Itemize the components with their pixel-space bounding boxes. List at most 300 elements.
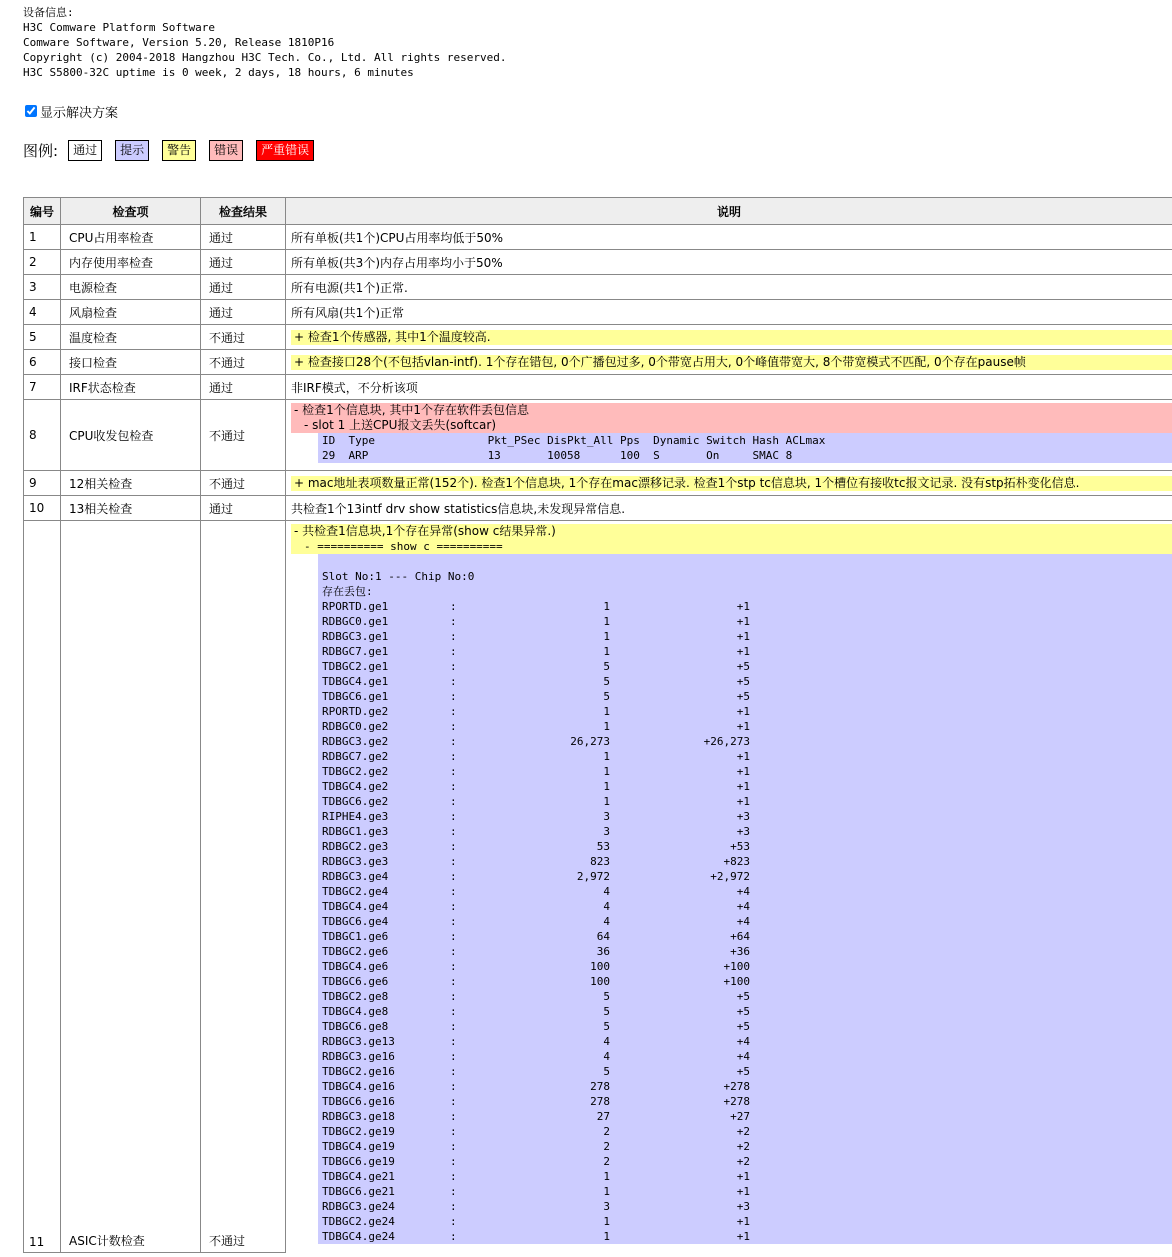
legend-pass-badge: 通过: [68, 140, 102, 161]
drop-separator: :: [450, 1170, 457, 1183]
drop-counter-name: RDBGC3.ge13: [322, 1035, 395, 1048]
drop-delta: +4: [736, 1050, 750, 1063]
row-no: 9: [24, 471, 61, 496]
legend-hint-badge: 提示: [115, 140, 149, 161]
drop-value: 2: [603, 1125, 610, 1138]
drop-separator: :: [450, 720, 457, 733]
table-row: [24, 496, 1172, 521]
drop-row: [322, 659, 1172, 674]
drop-delta: +1: [736, 1185, 750, 1198]
asic-detail-block: [318, 554, 1172, 1244]
legend-title: 图例:: [23, 141, 59, 160]
detail-line: 29 ARP 13 10058 100 S On SMAC 8: [322, 449, 793, 462]
row-desc: 共检查1个13intf drv show statistics信息块,未发现异常信息.: [286, 496, 1172, 521]
drop-separator: :: [450, 900, 457, 913]
drop-row: [322, 599, 1172, 614]
drop-delta: +2: [736, 1140, 750, 1153]
drop-separator: :: [450, 630, 457, 643]
row-result: 通过: [201, 300, 286, 325]
drop-counter-name: TDBGC6.ge8: [322, 1020, 389, 1033]
drop-counter-name: TDBGC2.ge24: [322, 1215, 395, 1228]
drop-row: [322, 1034, 1172, 1049]
table-row: [24, 400, 1172, 471]
drop-separator: :: [450, 975, 457, 988]
drop-counter-name: RDBGC3.ge4: [322, 870, 389, 883]
drop-separator: :: [450, 705, 457, 718]
row-result: 不通过: [201, 400, 286, 471]
show-solution-label: 显示解决方案: [40, 105, 119, 121]
row-result: 通过: [201, 496, 286, 521]
drop-value: 1: [603, 705, 610, 718]
drop-row: [322, 764, 1172, 779]
drop-value: 36: [596, 945, 610, 958]
row-item: 温度检查: [61, 325, 201, 350]
drop-delta: +3: [736, 825, 750, 838]
drop-separator: :: [450, 870, 457, 883]
drop-delta: +1: [736, 750, 750, 763]
drop-separator: :: [450, 615, 457, 628]
drop-row: [322, 989, 1172, 1004]
drop-row: [322, 1199, 1172, 1214]
drop-separator: :: [450, 945, 457, 958]
column-header-item: 检查项: [61, 198, 201, 225]
drop-value: 5: [603, 690, 610, 703]
drop-delta: +1: [736, 630, 750, 643]
drop-value: 1: [603, 600, 610, 613]
drop-value: 5: [603, 660, 610, 673]
row-item: IRF状态检查: [61, 375, 201, 400]
drop-delta: +1: [736, 1215, 750, 1228]
drop-delta: +4: [736, 915, 750, 928]
row-desc: 所有单板(共3个)内存占用率均小于50%: [286, 250, 1172, 275]
drop-separator: :: [450, 885, 457, 898]
drop-counter-name: TDBGC4.ge4: [322, 900, 389, 913]
table-row: [24, 471, 1172, 496]
drop-counter-name: TDBGC6.ge16: [322, 1095, 395, 1108]
row-no: 1: [24, 225, 61, 250]
drop-row: [322, 629, 1172, 644]
drop-delta: +5: [736, 690, 750, 703]
row-no: 10: [24, 496, 61, 521]
drop-value: 1: [603, 1230, 610, 1243]
legend-critical-badge: 严重错误: [256, 140, 314, 161]
drop-separator: :: [450, 750, 457, 763]
drop-value: 5: [603, 675, 610, 688]
row-no: 11: [24, 521, 61, 1253]
asic-detail-wrap: [291, 524, 1172, 1252]
device-info-line: H3C Comware Platform Software: [23, 21, 216, 34]
drop-value: 4: [603, 1050, 610, 1063]
drop-delta: +5: [736, 660, 750, 673]
drop-delta: +3: [736, 810, 750, 823]
drop-delta: +278: [723, 1095, 750, 1108]
row-no: 5: [24, 325, 61, 350]
row-item: ASIC计数检查: [61, 521, 201, 1253]
drop-counter-name: TDBGC4.ge24: [322, 1230, 395, 1243]
drop-separator: :: [450, 1200, 457, 1213]
column-header-desc: 说明: [286, 198, 1172, 225]
drop-delta: +3: [736, 1200, 750, 1213]
drop-counter-name: RDBGC0.ge2: [322, 720, 389, 733]
drop-delta: +100: [723, 960, 750, 973]
table-row: [24, 275, 1172, 300]
drop-counter-name: TDBGC6.ge1: [322, 690, 389, 703]
drop-value: 53: [596, 840, 610, 853]
drop-row: [322, 929, 1172, 944]
drop-separator: :: [450, 915, 457, 928]
row-item: 12相关检查: [61, 471, 201, 496]
drop-counter-name: RDBGC7.ge1: [322, 645, 389, 658]
row-item: CPU占用率检查: [61, 225, 201, 250]
drop-row: [322, 794, 1172, 809]
drop-separator: :: [450, 675, 457, 688]
drop-row: [322, 854, 1172, 869]
drop-separator: :: [450, 1020, 457, 1033]
drop-value: 27: [596, 1110, 610, 1123]
drop-row: [322, 1214, 1172, 1229]
drop-counter-name: TDBGC4.ge21: [322, 1170, 395, 1183]
drop-separator: :: [450, 840, 457, 853]
drop-counter-name: TDBGC6.ge19: [322, 1155, 395, 1168]
show-solution-toggle[interactable]: [25, 102, 118, 120]
collapse-summary-line[interactable]: - 共检查1信息块,1个存在异常(show c结果异常.): [291, 524, 1172, 539]
drop-counter-name: RIPHE4.ge3: [322, 810, 389, 823]
drop-separator: :: [450, 735, 457, 748]
row-item: 13相关检查: [61, 496, 201, 521]
drop-counter-name: TDBGC4.ge2: [322, 780, 389, 793]
drop-delta: +1: [736, 780, 750, 793]
row-desc: 所有电源(共1个)正常.: [286, 275, 1172, 300]
drop-row: [322, 674, 1172, 689]
drop-row: [322, 1139, 1172, 1154]
drop-value: 3: [603, 825, 610, 838]
drop-value: 100: [590, 960, 610, 973]
drop-delta: +1: [736, 720, 750, 733]
collapse-summary-line[interactable]: - 检查1个信息块, 其中1个存在软件丢包信息: [291, 403, 1172, 418]
row-no: 6: [24, 350, 61, 375]
drop-delta: +100: [723, 975, 750, 988]
drop-counter-name: RDBGC3.ge24: [322, 1200, 395, 1213]
drop-separator: :: [450, 660, 457, 673]
drop-delta: +1: [736, 765, 750, 778]
drop-delta: +4: [736, 1035, 750, 1048]
drop-value: 2: [603, 1140, 610, 1153]
drop-title: 存在丢包:: [322, 585, 373, 598]
drop-separator: :: [450, 795, 457, 808]
drop-value: 3: [603, 810, 610, 823]
drop-separator: :: [450, 780, 457, 793]
drop-row: [322, 899, 1172, 914]
drop-delta: +5: [736, 1065, 750, 1078]
drop-separator: :: [450, 1140, 457, 1153]
drop-row: [322, 1019, 1172, 1034]
drop-row: [322, 779, 1172, 794]
drop-separator: :: [450, 1065, 457, 1078]
drop-counter-name: RDBGC3.ge3: [322, 855, 389, 868]
drop-counter-name: RDBGC1.ge3: [322, 825, 389, 838]
drop-list: [322, 599, 1172, 1244]
drop-delta: +5: [736, 675, 750, 688]
drop-separator: :: [450, 1095, 457, 1108]
row-result: 不通过: [201, 471, 286, 496]
drop-value: 3: [603, 1200, 610, 1213]
drop-value: 1: [603, 1185, 610, 1198]
device-info: [23, 5, 506, 80]
row-desc: 所有风扇(共1个)正常: [286, 300, 1172, 325]
detail-line: ID Type Pkt_PSec DisPkt_All Pps Dynamic Switch Hash ACLmax: [322, 434, 826, 447]
drop-value: 1: [603, 720, 610, 733]
drop-delta: +1: [736, 645, 750, 658]
drop-counter-name: TDBGC4.ge8: [322, 1005, 389, 1018]
drop-delta: +36: [730, 945, 750, 958]
row-result: 通过: [201, 375, 286, 400]
drop-row: [322, 914, 1172, 929]
device-info-line: Comware Software, Version 5.20, Release 1810P16: [23, 36, 335, 49]
row-result: 通过: [201, 275, 286, 300]
row-item: CPU收发包检查: [61, 400, 201, 471]
drop-delta: +1: [736, 615, 750, 628]
table-row: [24, 521, 1172, 1253]
row-result: 不通过: [201, 521, 286, 1253]
drop-counter-name: TDBGC4.ge6: [322, 960, 389, 973]
drop-separator: :: [450, 990, 457, 1003]
drop-counter-name: TDBGC2.ge8: [322, 990, 389, 1003]
drop-delta: +278: [723, 1080, 750, 1093]
drop-row: [322, 809, 1172, 824]
drop-separator: :: [450, 1125, 457, 1138]
blank-line: [322, 554, 1172, 569]
drop-delta: +4: [736, 900, 750, 913]
drop-value: 4: [603, 915, 610, 928]
drop-counter-name: RDBGC3.ge2: [322, 735, 389, 748]
legend: [23, 138, 327, 162]
row-item: 内存使用率检查: [61, 250, 201, 275]
drop-row: [322, 1049, 1172, 1064]
device-info-heading: 设备信息:: [23, 6, 74, 19]
row-item: 接口检查: [61, 350, 201, 375]
drop-row: [322, 614, 1172, 629]
drop-row: [322, 1109, 1172, 1124]
row-result: 不通过: [201, 350, 286, 375]
drop-delta: +53: [730, 840, 750, 853]
expand-summary-line[interactable]: + 检查接口28个(不包括vlan-intf). 1个存在错包, 0个广播包过多, 0个带宽占用大, 0个峰值带宽大, 8个带宽模式不匹配, 0个存在pause帧: [291, 355, 1172, 370]
drop-counter-name: TDBGC6.ge4: [322, 915, 389, 928]
drop-value: 278: [590, 1095, 610, 1108]
drop-value: 1: [603, 1170, 610, 1183]
drop-row: [322, 1079, 1172, 1094]
drop-counter-name: TDBGC2.ge6: [322, 945, 389, 958]
legend-warning-badge: 警告: [162, 140, 196, 161]
drop-counter-name: TDBGC6.ge21: [322, 1185, 395, 1198]
table-row: [24, 325, 1172, 350]
drop-row: [322, 1229, 1172, 1244]
drop-delta: +1: [736, 705, 750, 718]
drop-separator: :: [450, 1110, 457, 1123]
drop-value: 100: [590, 975, 610, 988]
drop-separator: :: [450, 855, 457, 868]
drop-row: [322, 719, 1172, 734]
drop-value: 1: [603, 630, 610, 643]
drop-separator: :: [450, 1215, 457, 1228]
drop-delta: +5: [736, 1020, 750, 1033]
drop-counter-name: RPORTD.ge1: [322, 600, 389, 613]
drop-delta: +5: [736, 990, 750, 1003]
drop-delta: +4: [736, 885, 750, 898]
drop-separator: :: [450, 1230, 457, 1243]
drop-counter-name: TDBGC6.ge6: [322, 975, 389, 988]
drop-row: [322, 959, 1172, 974]
device-info-line: H3C S5800-32C uptime is 0 week, 2 days, 18 hours, 6 minutes: [23, 66, 414, 79]
drop-separator: :: [450, 1155, 457, 1168]
slot-line: Slot No:1 --- Chip No:0: [322, 570, 475, 583]
row-no: 8: [24, 400, 61, 471]
drop-counter-name: TDBGC4.ge19: [322, 1140, 395, 1153]
drop-row: [322, 824, 1172, 839]
collapse-sub-line[interactable]: - ========== show c ==========: [304, 540, 503, 553]
drop-counter-name: RDBGC7.ge2: [322, 750, 389, 763]
drop-value: 823: [590, 855, 610, 868]
drop-row: [322, 734, 1172, 749]
drop-row: [322, 1094, 1172, 1109]
drop-delta: +1: [736, 795, 750, 808]
drop-counter-name: RPORTD.ge2: [322, 705, 389, 718]
drop-row: [322, 1064, 1172, 1079]
row-item: 电源检查: [61, 275, 201, 300]
drop-delta: +64: [730, 930, 750, 943]
drop-value: 5: [603, 1005, 610, 1018]
drop-delta: +5: [736, 1005, 750, 1018]
table-row: [24, 350, 1172, 375]
drop-row: [322, 1169, 1172, 1184]
table-row: [24, 300, 1172, 325]
drop-row: [322, 1124, 1172, 1139]
drop-delta: +2,972: [710, 870, 750, 883]
drop-value: 4: [603, 1035, 610, 1048]
drop-value: 2,972: [576, 870, 610, 883]
drop-row: [322, 1184, 1172, 1199]
row-no: 2: [24, 250, 61, 275]
drop-row: [322, 974, 1172, 989]
drop-value: 1: [603, 615, 610, 628]
drop-row: [322, 869, 1172, 884]
drop-value: 4: [603, 900, 610, 913]
drop-separator: :: [450, 1050, 457, 1063]
drop-row: [322, 839, 1172, 854]
table-row: [24, 375, 1172, 400]
drop-counter-name: TDBGC6.ge2: [322, 795, 389, 808]
row-result: 通过: [201, 250, 286, 275]
drop-value: 1: [603, 750, 610, 763]
drop-counter-name: TDBGC2.ge16: [322, 1065, 395, 1078]
drop-delta: +2: [736, 1125, 750, 1138]
row-desc: 非IRF模式，不分析该项: [286, 375, 1172, 400]
drop-delta: +2: [736, 1155, 750, 1168]
drop-counter-name: RDBGC3.ge1: [322, 630, 389, 643]
show-solution-checkbox[interactable]: [25, 105, 37, 117]
drop-separator: :: [450, 765, 457, 778]
drop-counter-name: TDBGC4.ge1: [322, 675, 389, 688]
drop-value: 278: [590, 1080, 610, 1093]
drop-counter-name: RDBGC3.ge18: [322, 1110, 395, 1123]
drop-separator: :: [450, 930, 457, 943]
row-no: 4: [24, 300, 61, 325]
drop-row: [322, 884, 1172, 899]
row-result: 通过: [201, 225, 286, 250]
drop-counter-name: TDBGC2.ge1: [322, 660, 389, 673]
drop-counter-name: TDBGC2.ge4: [322, 885, 389, 898]
table-row: [24, 250, 1172, 275]
drop-value: 5: [603, 1020, 610, 1033]
drop-row: [322, 704, 1172, 719]
drop-counter-name: TDBGC4.ge16: [322, 1080, 395, 1093]
drop-value: 1: [603, 795, 610, 808]
drop-delta: +823: [723, 855, 750, 868]
drop-row: [322, 1004, 1172, 1019]
drop-counter-name: TDBGC2.ge2: [322, 765, 389, 778]
drop-value: 1: [603, 1215, 610, 1228]
drop-value: 26,273: [570, 735, 610, 748]
drop-separator: :: [450, 810, 457, 823]
drop-value: 64: [596, 930, 610, 943]
drop-counter-name: RDBGC2.ge3: [322, 840, 389, 853]
expand-summary-line[interactable]: + mac地址表项数量正常(152个). 检查1个信息块, 1个存在mac漂移记录. 检查1个stp tc信息块, 1个槽位有接收tc报文记录. 没有stp拓朴变化信息.: [291, 476, 1172, 491]
table-header-row: [24, 198, 1172, 225]
drop-value: 1: [603, 765, 610, 778]
drop-separator: :: [450, 1185, 457, 1198]
row-result: 不通过: [201, 325, 286, 350]
drop-row: [322, 1154, 1172, 1169]
column-header-no: 编号: [24, 198, 61, 225]
check-report-table: [23, 197, 1172, 1253]
drop-delta: +1: [736, 1230, 750, 1243]
drop-value: 4: [603, 885, 610, 898]
drop-delta: +27: [730, 1110, 750, 1123]
row-no: 3: [24, 275, 61, 300]
drop-delta: +1: [736, 600, 750, 613]
drop-counter-name: RDBGC3.ge16: [322, 1050, 395, 1063]
drop-row: [322, 689, 1172, 704]
device-info-line: Copyright (c) 2004-2018 Hangzhou H3C Tech. Co., Ltd. All rights reserved.: [23, 51, 507, 64]
drop-delta: +1: [736, 1170, 750, 1183]
drop-counter-name: TDBGC2.ge19: [322, 1125, 395, 1138]
drop-row: [322, 944, 1172, 959]
drop-separator: :: [450, 645, 457, 658]
collapse-sub-line[interactable]: - slot 1 上送CPU报文丢失(softcar): [304, 418, 497, 432]
expand-summary-line[interactable]: + 检查1个传感器, 其中1个温度较高.: [291, 330, 1172, 345]
drop-value: 1: [603, 645, 610, 658]
drop-separator: :: [450, 600, 457, 613]
drop-separator: :: [450, 1080, 457, 1093]
drop-value: 2: [603, 1155, 610, 1168]
drop-separator: :: [450, 825, 457, 838]
row-item: 风扇检查: [61, 300, 201, 325]
drop-delta: +26,273: [703, 735, 750, 748]
drop-value: 5: [603, 990, 610, 1003]
drop-row: [322, 749, 1172, 764]
detail-block: [318, 433, 1172, 463]
drop-value: 5: [603, 1065, 610, 1078]
row-desc: 所有单板(共1个)CPU占用率均低于50%: [286, 225, 1172, 250]
row-no: 7: [24, 375, 61, 400]
table-row: [24, 225, 1172, 250]
drop-separator: :: [450, 960, 457, 973]
column-header-result: 检查结果: [201, 198, 286, 225]
drop-counter-name: RDBGC0.ge1: [322, 615, 389, 628]
drop-counter-name: TDBGC1.ge6: [322, 930, 389, 943]
drop-value: 1: [603, 780, 610, 793]
drop-row: [322, 644, 1172, 659]
drop-separator: :: [450, 1035, 457, 1048]
